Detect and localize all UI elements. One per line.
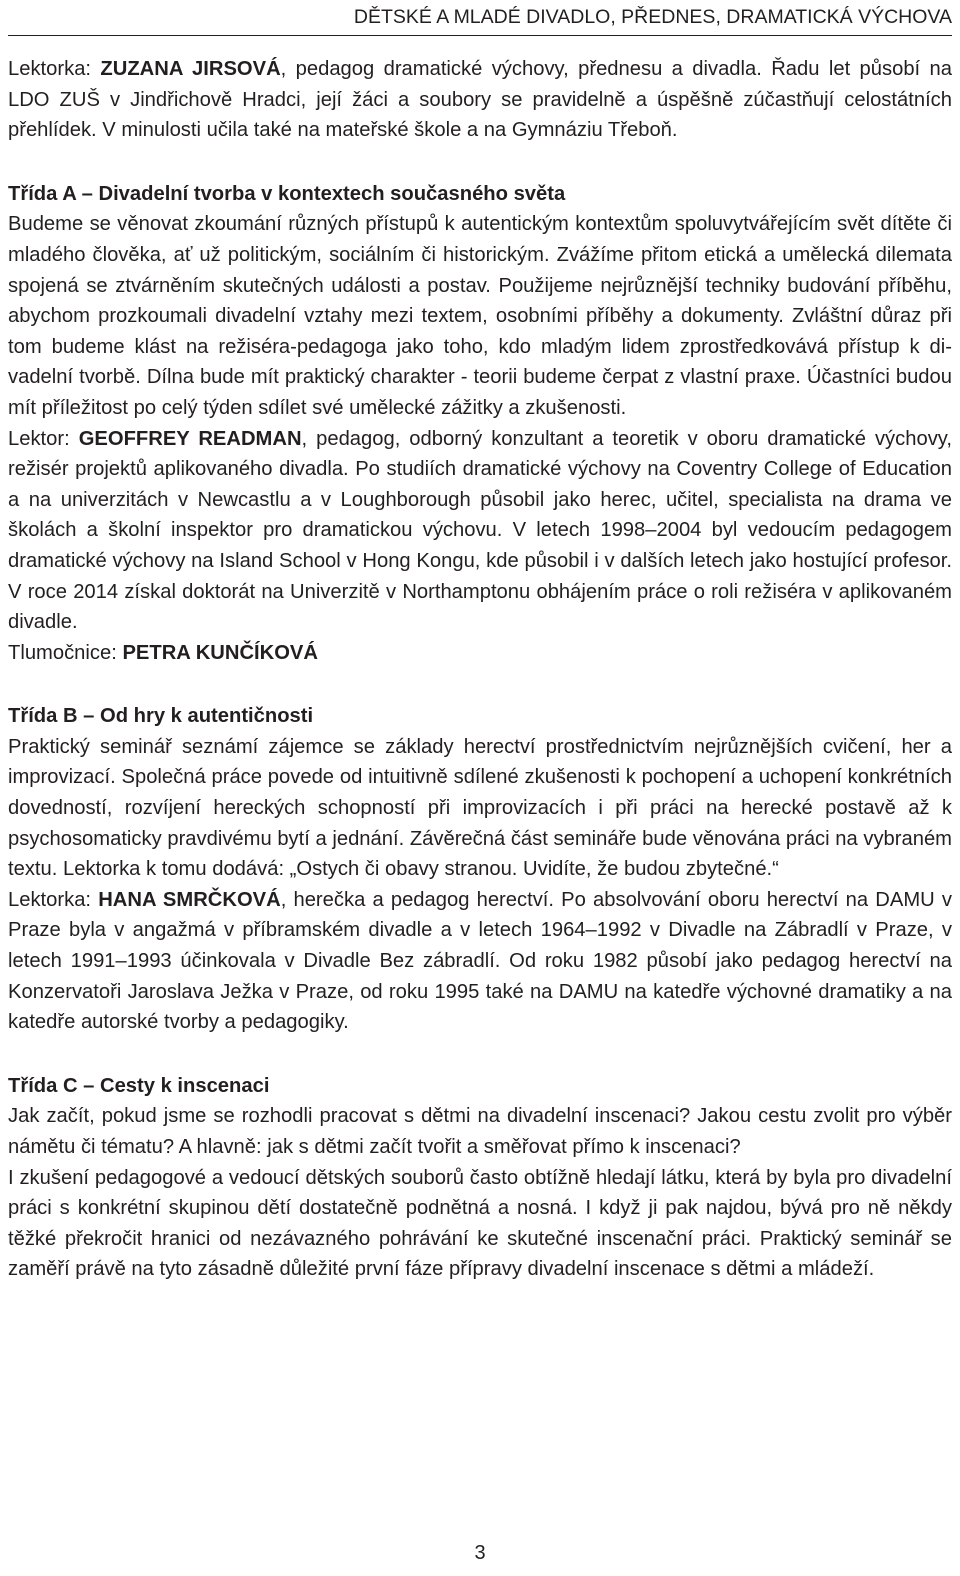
class-a-interpreter [8,638,952,669]
intro-paragraph [8,54,952,146]
intro-label: Lektorka: [8,58,101,80]
page-body [8,54,952,1285]
class-a-lecturer [8,424,952,638]
class-a-lecturer-bio: , pedagog, odborný konzultant a teoretik v oboru dramatické výchovy, režisér projektů aplikovaného divadla. Po studiích dramatické výchovy na Coventry College of Education a na univerzitách v Newcastlu a v Loughborough působil jako herec, učitel, specialista na drama ve školách a školní inspektor pro dramatickou výchovu. V letech 1998–2004 byl vedoucím pedagogem dramatické výchovy na Island School v Hong Kongu, kde působil i v dalších letech jako hostující profesor. V roce 2014 získal doktorát na Univerzitě v Northamptonu obhájením práce o roli režiséra v aplikovaném divadle. [8,427,952,634]
intro-lecturer-name: ZUZANA JIRSOVÁ [100,58,281,80]
class-c-heading: Třída C – Cesty k inscenaci [8,1074,270,1097]
class-a-interpreter-name: PETRA KUNČÍKOVÁ [122,641,318,664]
class-b-lecturer-name: HANA SMRČKOVÁ [98,888,281,911]
class-b-description: Praktický seminář seznámí zájemce se základy herectví prostřednictvím nejrůznějších cvičení, her a improvizací. Společná práce povede od intuitivně sdílené zkušenosti k pochopení a uchopení konkrétních dovedností, rozvíjení hereckých schopností při improvizacích i při práci na herecké postavě až k psychosomaticky pravdivému bytí a jednání. Závěrečná část semináře bude věnována práci na vybraném textu. Lektorka k tomu dodává: „Ostych či obavy stranou. Uvidíte, že budou zbytečné.“ [8,735,952,881]
class-b-lecturer-label: Lektorka: [8,888,99,911]
intro-text: , pedagog dramatické výchovy, přednesu a divadla. Řadu let působí na LDO ZUŠ v Jindřichově Hradci, její žáci a soubory se pravidelně a úspěšně zúčastňují celostátních přehlídek. V minulosti učila také na mateřské škole a na Gymnáziu Třeboň. [8,58,952,142]
class-c-paragraph-2: I zkušení pedagogové a vedoucí dětských souborů často obtížně hledají látku, která by byla pro divadelní práci s konkrétní skupinou dětí dostatečně podnětná a nosná. I když ji pak najdou, bývá pro ně někdy těžké překročit hranici od nezávazného pohrávání ke skutečné inscenační práci. Praktický seminář se zaměří právě na tyto zásadně důležité první fáze přípravy divadelní inscenace s dětmi a mládeží. [8,1166,952,1281]
class-a-interpreter-label: Tlumočnice: [8,641,123,664]
spacer [8,668,952,701]
page-number: 3 [474,1542,486,1564]
class-a-lecturer-label: Lektor: [8,427,79,450]
class-a-lecturer-name: GEOFFREY READMAN [78,427,302,450]
class-b-lecturer-bio: , herečka a pedagog herectví. Po absolvování oboru herectví na DAMU v Praze byla v angažmá v příbramském divadle a v letech 1964–1992 v Divadle na Zábradlí v Praze, v letech 1991–1993 účinkovala v Divadle Bez zábradlí. Od roku 1982 působí jako pedagog herectví na Konzervatoři Jaroslava Ježka v Praze, od roku 1995 také na DAMU na katedře výchovné dramatiky a na katedře autorské tvorby a pedagogiky. [8,888,952,1034]
class-b-lecturer [8,885,952,1038]
spacer [8,1038,952,1071]
header-rule [8,35,952,36]
class-a-description: Budeme se věnovat zkoumání různých přístupů k autentickým kontextům spoluvytvářejícím svět dítěte či mladého člověka, ať už politickým, sociálním či historickým. Zvážíme přitom etická a umělecká dilemata spojená se ztvárněním skutečných události a postav. Použijeme nejrůznější techniky budování příběhu, abychom prozkoumali divadelní vztahy mezi textem, osobními příběhy a dokumenty. Zvláštní důraz při tom budeme klást na režiséra-pedagoga jako toho, kdo mladým lidem zprostředkovává přístup k divadelní tvorbě. Dílna bude mít praktický charakter - teorii budeme čerpat z vlastní praxe. Účastníci budou mít příležitost po celý týden sdílet své umělecké zážitky a zkušenosti. [8,213,952,419]
class-b-heading: Třída B – Od hry k autentičnosti [8,705,314,728]
spacer [8,146,952,179]
class-a-heading: Třída A – Divadelní tvorba v kontextech současného světa [8,182,566,205]
class-c-paragraph-1: Jak začít, pokud jsme se rozhodli pracovat s dětmi na divadelní inscenaci? Jakou cestu zvolit pro výběr námětu či tématu? A hlavně: jak s dětmi začít tvořit a směřovat přímo k inscenaci? [8,1105,952,1158]
running-header: DĚTSKÉ A MLADÉ DIVADLO, PŘEDNES, DRAMATICKÁ VÝCHOVA [353,6,952,28]
